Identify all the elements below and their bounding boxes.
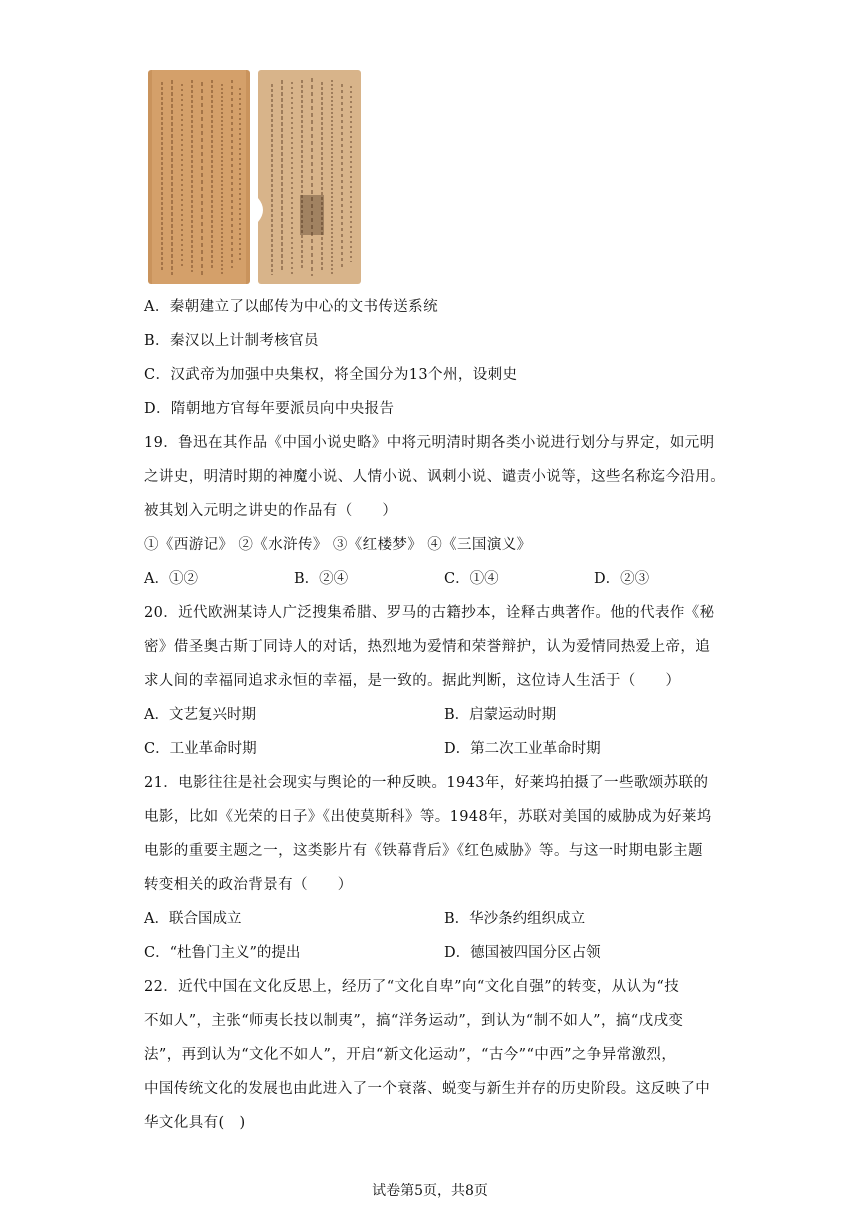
q19-option-a: A．①②: [144, 571, 198, 587]
q22-stem-line-5: 华文化具有( ): [144, 1115, 246, 1131]
q21-option-c: C．“杜鲁门主义”的提出: [144, 945, 301, 961]
q22-stem-line-1: 22．近代中国在文化反思上，经历了“文化自卑”向“文化自强”的转变，从认为“技: [144, 979, 680, 995]
q21-stem-line-1: 21．电影往往是社会现实与舆论的一种反映。1943年，好莱坞拍摄了一些歌颂苏联的: [144, 775, 709, 791]
q21-stem-line-4: 转变相关的政治背景有（ ）: [144, 877, 353, 893]
q19-option-b: B．②④: [294, 571, 349, 587]
wooden-slip-right-image: [258, 70, 361, 284]
q20-stem-line-1: 20．近代欧洲某诗人广泛搜集希腊、罗马的古籍抄本，诠释古典著作。他的代表作《秘: [144, 605, 715, 621]
q19-stem-line-1: 19．鲁迅在其作品《中国小说史略》中将元明清时期各类小说进行划分与界定，如元明: [144, 435, 715, 451]
q21-stem-line-3: 电影的重要主题之一，这类影片有《铁幕背后》《红色威胁》等。与这一时期电影主题: [144, 843, 703, 859]
wooden-slip-left-image: [148, 70, 250, 284]
q21-option-a: A．联合国成立: [144, 911, 242, 927]
q18-option-b: B．秦汉以上计制考核官员: [144, 333, 319, 349]
q19-items: ①《西游记》 ②《水浒传》 ③《红楼梦》 ④《三国演义》: [144, 537, 532, 553]
q22-stem-line-4: 中国传统文化的发展也由此进入了一个衰落、蜕变与新生并存的历史阶段。这反映了中: [144, 1081, 711, 1097]
q20-option-c: C．工业革命时期: [144, 741, 257, 757]
q20-stem-line-2: 密》借圣奥古斯丁同诗人的对话，热烈地为爱情和荣誉辩护，认为爱情同热爱上帝，追: [144, 639, 711, 655]
q18-option-c: C．汉武帝为加强中央集权，将全国分为13个州，设刺史: [144, 367, 518, 383]
q19-option-c: C．①④: [444, 571, 499, 587]
q19-stem-line-3: 被其划入元明之讲史的作品有（ ）: [144, 503, 398, 519]
q22-stem-line-3: 法”，再到认为“文化不如人”，开启“新文化运动”，“古今”“中西”之争异常激烈，: [144, 1047, 677, 1063]
q21-stem-line-2: 电影，比如《光荣的日子》《出使莫斯科》等。1948年，苏联对美国的威胁成为好莱坞: [144, 809, 712, 825]
page-footer: 试卷第5页，共8页: [372, 1183, 488, 1199]
q21-option-d: D．德国被四国分区占领: [444, 945, 601, 961]
q18-option-d: D．隋朝地方官每年要派员向中央报告: [144, 401, 395, 417]
q19-stem-line-2: 之讲史，明清时期的神魔小说、人情小说、讽刺小说、谴责小说等，这些名称迄今沿用。: [144, 469, 726, 485]
q20-option-d: D．第二次工业革命时期: [444, 741, 601, 757]
q21-option-b: B．华沙条约组织成立: [444, 911, 586, 927]
q18-option-a: A．秦朝建立了以邮传为中心的文书传送系统: [144, 299, 438, 315]
q22-stem-line-2: 不如人”，主张“师夷长技以制夷”，搞“洋务运动”，到认为“制不如人”，搞“戊戌变: [144, 1013, 684, 1029]
q20-option-b: B．启蒙运动时期: [444, 707, 557, 723]
q20-stem-line-3: 求人间的幸福同追求永恒的幸福，是一致的。据此判断，这位诗人生活于（ ）: [144, 673, 681, 689]
q20-option-a: A．文艺复兴时期: [144, 707, 256, 723]
q19-option-d: D．②③: [594, 571, 650, 587]
